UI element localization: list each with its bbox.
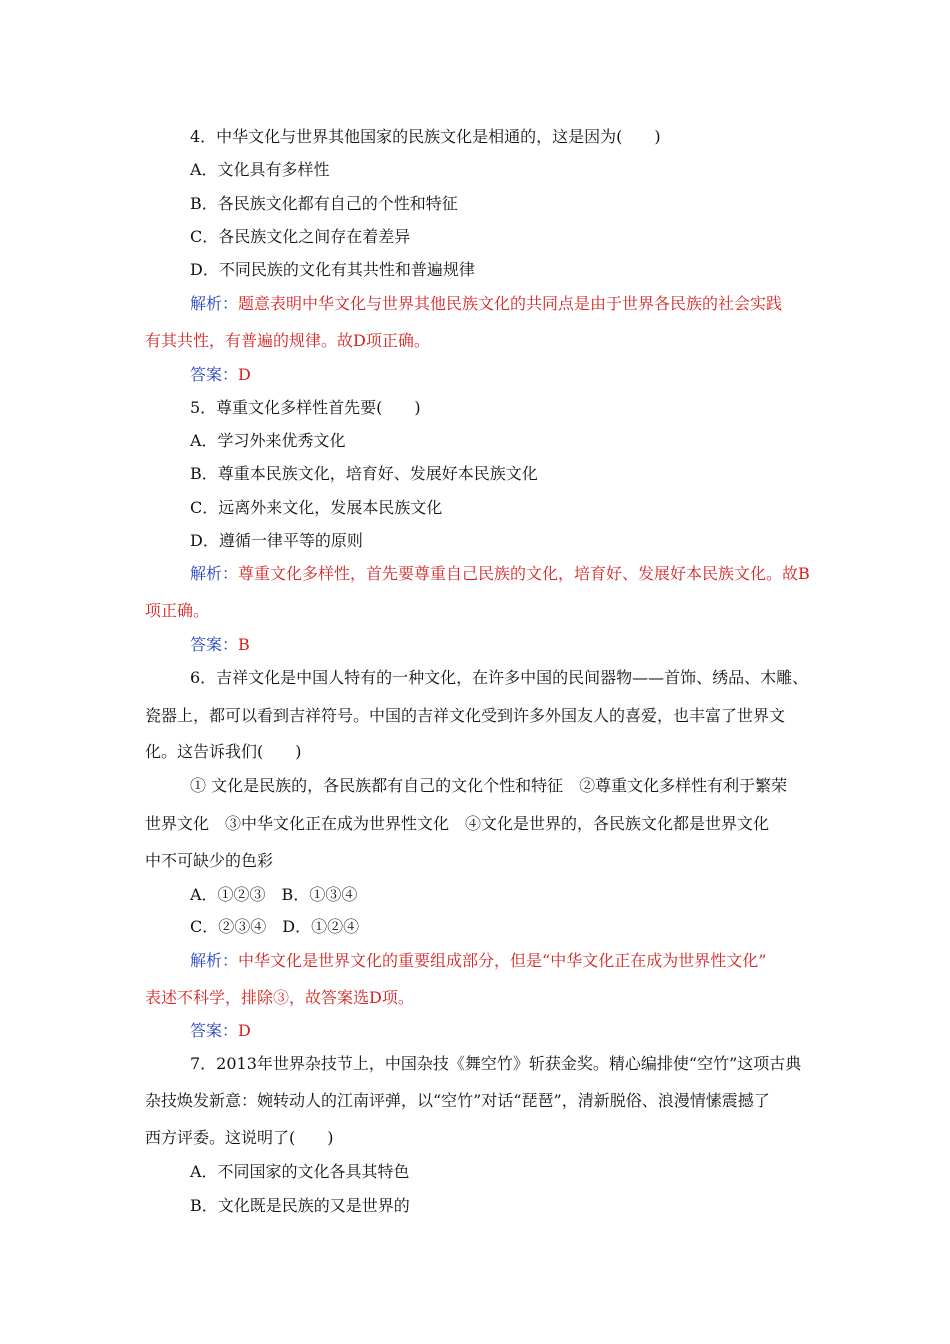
q5-option-b: B．尊重本民族文化，培育好、发展好本民族文化 — [190, 464, 538, 483]
q4-answer — [190, 364, 251, 386]
q4-answer-label: 答案： — [190, 365, 239, 384]
q5-analysis-cont: 项正确。 — [145, 601, 210, 620]
q7-option-a: A．不同国家的文化各具其特色 — [190, 1162, 410, 1181]
q7-stem-line3: 西方评委。这说明了( ) — [145, 1128, 334, 1147]
q7-option-b: B．文化既是民族的又是世界的 — [190, 1196, 410, 1215]
q6-items-line1: ① 文化是民族的，各民族都有自己的文化个性和特征 ②尊重文化多样性有利于繁荣 — [190, 776, 788, 795]
q5-analysis-text: 尊重文化多样性，首先要尊重自己民族的文化，培育好、发展好本民族文化。故B — [238, 564, 810, 583]
q5-option-a: A．学习外来优秀文化 — [190, 431, 346, 450]
q5-option-d: D．遵循一律平等的原则 — [190, 531, 363, 550]
q7-stem-line2: 杂技焕发新意：婉转动人的江南评弹，以“空竹”对话“琵琶”，清新脱俗、浪漫情愫震撼了 — [145, 1091, 770, 1110]
q4-option-c: C．各民族文化之间存在着差异 — [190, 227, 411, 246]
q4-analysis-label: 解析： — [190, 294, 239, 313]
q5-answer-value: B — [238, 635, 250, 654]
q4-answer-value: D — [238, 365, 251, 384]
q6-answer — [190, 1020, 251, 1042]
q4-analysis — [190, 293, 782, 315]
q5-analysis — [190, 563, 810, 585]
q6-options-line2: C．②③④ D．①②④ — [190, 917, 360, 936]
q5-answer — [190, 634, 250, 656]
q6-analysis-label: 解析： — [190, 951, 239, 970]
q5-answer-label: 答案： — [190, 635, 239, 654]
q6-stem-line2: 瓷器上，都可以看到吉祥符号。中国的吉祥文化受到许多外国友人的喜爱，也丰富了世界文 — [145, 706, 786, 725]
q4-option-a: A．文化具有多样性 — [190, 160, 330, 179]
q6-answer-label: 答案： — [190, 1021, 239, 1040]
q5-stem: 5．尊重文化多样性首先要( ) — [190, 398, 421, 417]
q6-options-line1: A．①②③ B．①③④ — [190, 885, 358, 904]
q7-stem-line1: 7．2013年世界杂技节上，中国杂技《舞空竹》斩获金奖。精心编排使“空竹”这项古典 — [190, 1054, 802, 1073]
q6-stem-line1: 6．吉祥文化是中国人特有的一种文化，在许多中国的民间器物——首饰、绣品、木雕、 — [190, 668, 809, 687]
q6-analysis-text: 中华文化是世界文化的重要组成部分，但是“中华文化正在成为世界性文化” — [238, 951, 767, 970]
q5-option-c: C．远离外来文化，发展本民族文化 — [190, 498, 443, 517]
q6-items-line2: 世界文化 ③中华文化正在成为世界性文化 ④文化是世界的，各民族文化都是世界文化 — [145, 814, 770, 833]
q6-answer-value: D — [238, 1021, 251, 1040]
q6-analysis — [190, 950, 766, 972]
q4-option-d: D．不同民族的文化有其共性和普遍规律 — [190, 260, 475, 279]
q4-option-b: B．各民族文化都有自己的个性和特征 — [190, 194, 458, 213]
q4-analysis-text: 题意表明中华文化与世界其他民族文化的共同点是由于世界各民族的社会实践 — [238, 294, 783, 313]
q6-stem-line3: 化。这告诉我们( ) — [145, 742, 302, 761]
q5-analysis-label: 解析： — [190, 564, 239, 583]
q6-analysis-cont: 表述不科学，排除③，故答案选D项。 — [145, 988, 414, 1007]
q4-analysis-cont: 有其共性，有普遍的规律。故D项正确。 — [145, 331, 430, 350]
q6-items-line3: 中不可缺少的色彩 — [145, 851, 274, 870]
q4-stem: 4．中华文化与世界其他国家的民族文化是相通的，这是因为( ) — [190, 127, 661, 146]
